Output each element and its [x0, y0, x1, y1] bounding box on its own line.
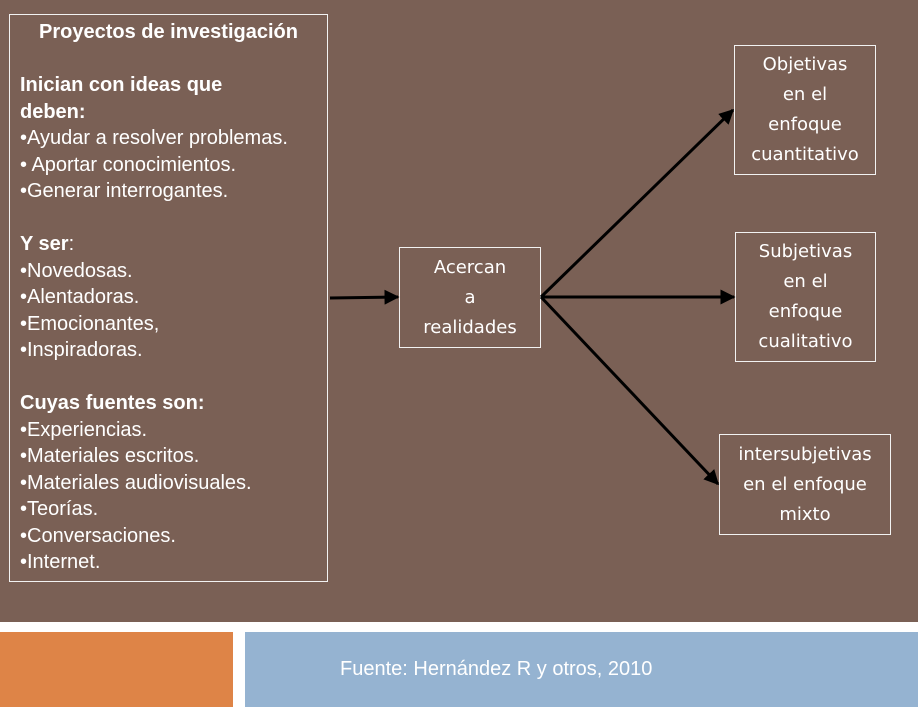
node-line: Objetivas	[762, 54, 848, 75]
node-line: cualitativo	[758, 331, 853, 352]
list-item: •Generar interrogantes.	[20, 180, 229, 202]
list-item: •Teorías.	[20, 498, 99, 520]
list-item: •Materiales audiovisuales.	[20, 471, 252, 494]
ideas-heading-line2: deben:	[20, 100, 86, 123]
node-line: en el	[783, 271, 828, 292]
list-item: •Emocionantes,	[20, 312, 160, 335]
list-item: •Alentadoras.	[20, 286, 140, 308]
sources-heading: Cuyas fuentes son:	[20, 392, 205, 414]
node-line: en el enfoque	[743, 473, 867, 495]
node-line: en el	[782, 84, 828, 105]
list-item: •Novedosas.	[20, 259, 133, 282]
box-title: Proyectos de investigación	[39, 21, 298, 43]
ser-heading-bold: Y ser	[20, 233, 69, 255]
arrow-to-center	[330, 297, 398, 298]
node-line: realidades	[423, 316, 517, 338]
list-item: •Ayudar a resolver problemas.	[20, 127, 288, 149]
ideas-heading-line1: Inician con ideas que	[20, 74, 223, 96]
ser-heading-rest: :	[68, 233, 75, 255]
source-citation: Fuente: Hernández R y otros, 2010	[340, 658, 653, 680]
node-line: cuantitativo	[751, 144, 859, 165]
node-line: a	[464, 286, 476, 308]
node-line: enfoque	[768, 301, 843, 322]
node-line: Acercan	[433, 256, 507, 278]
node-line: enfoque	[768, 114, 842, 135]
footer-accent-block	[0, 632, 233, 707]
list-item: • Aportar conocimientos.	[20, 153, 236, 176]
list-item: •Inspiradoras.	[20, 339, 143, 361]
list-item: •Conversaciones.	[20, 524, 176, 547]
list-item: •Internet.	[20, 551, 101, 573]
list-item: •Materiales escritos.	[20, 445, 200, 467]
node-line: mixto	[779, 503, 831, 525]
node-line: Subjetivas	[758, 241, 853, 262]
node-line: intersubjetivas	[738, 443, 872, 465]
list-item: •Experiencias.	[20, 418, 148, 441]
footer-source-bar	[245, 632, 918, 707]
arrow-to-intersubjective	[541, 297, 718, 484]
arrow-to-objective	[541, 110, 733, 297]
